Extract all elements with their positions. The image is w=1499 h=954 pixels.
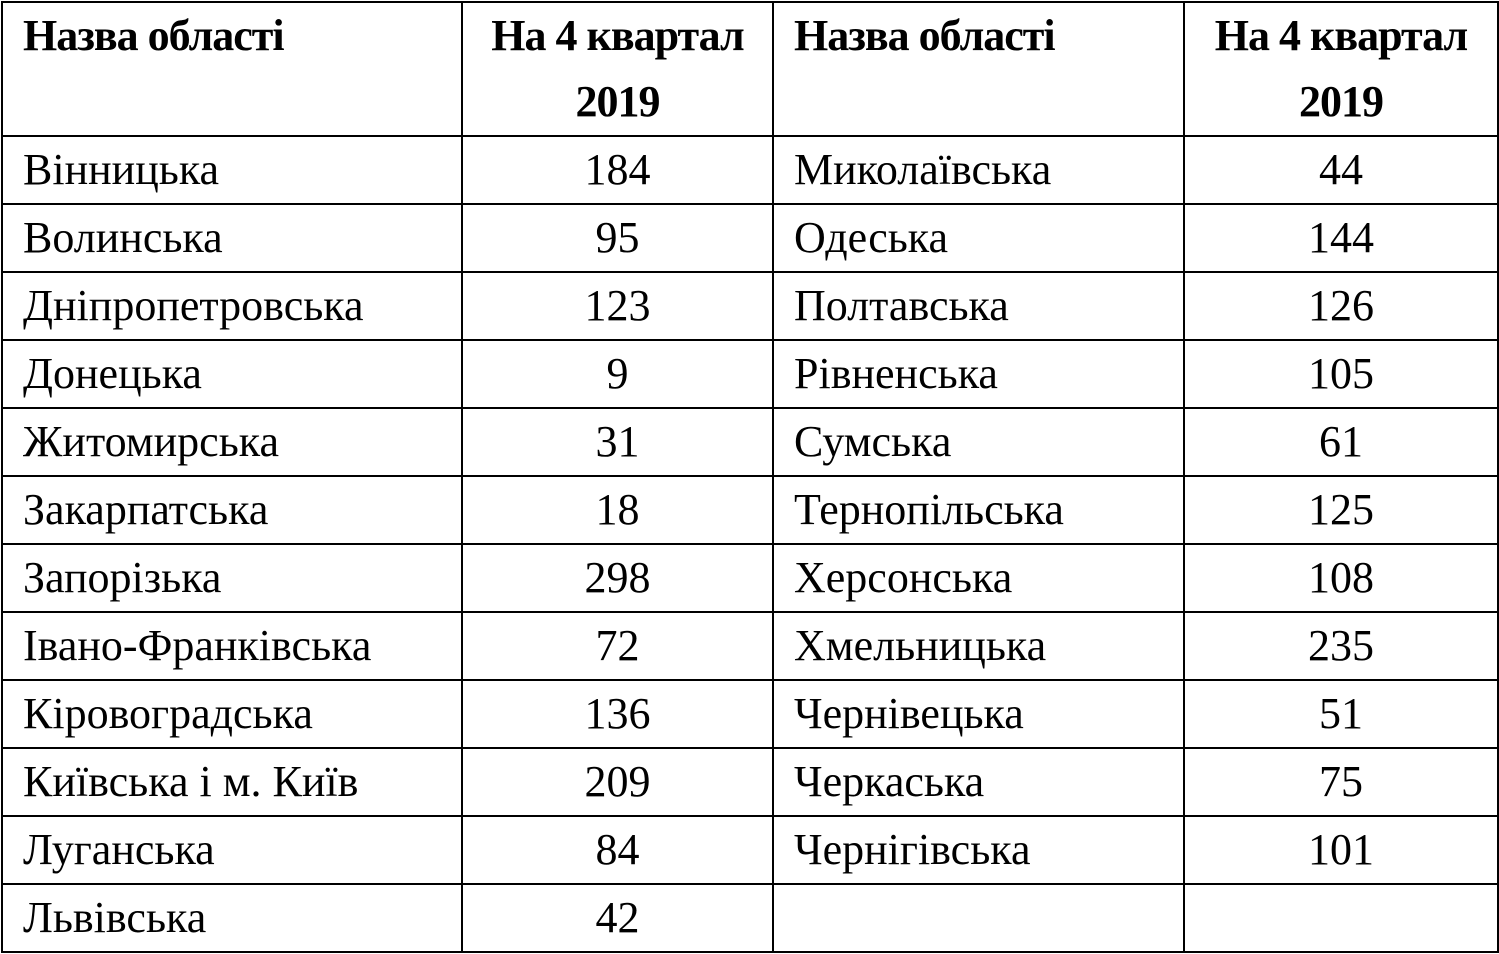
region-value-left: 31 [462, 408, 773, 476]
region-value-right: 51 [1184, 680, 1498, 748]
region-value-right: 235 [1184, 612, 1498, 680]
header-region-name-left: Назва області [2, 2, 462, 136]
region-value-left: 72 [462, 612, 773, 680]
region-value-right: 101 [1184, 816, 1498, 884]
table-row [2, 884, 1498, 952]
region-name-right: Хмельницька [773, 612, 1184, 680]
table-body [2, 136, 1498, 952]
region-name-right: Чернігівська [773, 816, 1184, 884]
region-name-right: Полтавська [773, 272, 1184, 340]
table-row [2, 340, 1498, 408]
region-value-left: 136 [462, 680, 773, 748]
region-value-left: 298 [462, 544, 773, 612]
region-name-left: Івано-Франківська [2, 612, 462, 680]
region-value-left: 18 [462, 476, 773, 544]
region-value-left: 42 [462, 884, 773, 952]
table-row [2, 476, 1498, 544]
region-name-right: Сумська [773, 408, 1184, 476]
region-value-left: 9 [462, 340, 773, 408]
region-name-right: Черкаська [773, 748, 1184, 816]
region-name-left: Київська і м. Київ [2, 748, 462, 816]
region-name-left: Закарпатська [2, 476, 462, 544]
region-name-left: Волинська [2, 204, 462, 272]
region-value-right: 105 [1184, 340, 1498, 408]
header-value-left [462, 2, 773, 136]
region-value-left: 123 [462, 272, 773, 340]
region-value-left: 209 [462, 748, 773, 816]
table-row [2, 680, 1498, 748]
table-row [2, 748, 1498, 816]
region-value-right: 125 [1184, 476, 1498, 544]
region-value-right: 75 [1184, 748, 1498, 816]
region-name-left: Вінницька [2, 136, 462, 204]
table-row [2, 544, 1498, 612]
region-name-left: Дніпропетровська [2, 272, 462, 340]
table-row [2, 408, 1498, 476]
header-value-left-line2: 2019 [575, 77, 660, 126]
region-value-left: 84 [462, 816, 773, 884]
header-row [2, 2, 1498, 136]
table-header [2, 2, 1498, 136]
region-name-right: Тернопільська [773, 476, 1184, 544]
table-row [2, 136, 1498, 204]
region-name-left: Запорізька [2, 544, 462, 612]
region-value-right [1184, 884, 1498, 952]
table-row [2, 204, 1498, 272]
regions-table [1, 1, 1499, 953]
header-value-left-line1: На 4 квартал [491, 11, 744, 60]
region-name-right: Чернівецька [773, 680, 1184, 748]
header-region-name-right: Назва області [773, 2, 1184, 136]
table-row [2, 612, 1498, 680]
table-row [2, 816, 1498, 884]
region-value-right: 144 [1184, 204, 1498, 272]
region-name-right: Миколаївська [773, 136, 1184, 204]
header-value-right-line1: На 4 квартал [1214, 11, 1468, 60]
region-name-left: Кіровоградська [2, 680, 462, 748]
header-value-right-line2: 2019 [1299, 77, 1383, 126]
region-name-right: Рівненська [773, 340, 1184, 408]
region-value-right: 108 [1184, 544, 1498, 612]
region-name-left: Львівська [2, 884, 462, 952]
region-value-right: 44 [1184, 136, 1498, 204]
header-value-right [1184, 2, 1498, 136]
region-name-right [773, 884, 1184, 952]
region-name-right: Одеська [773, 204, 1184, 272]
region-value-right: 61 [1184, 408, 1498, 476]
region-name-left: Луганська [2, 816, 462, 884]
table-row [2, 272, 1498, 340]
region-value-left: 184 [462, 136, 773, 204]
region-value-left: 95 [462, 204, 773, 272]
region-value-right: 126 [1184, 272, 1498, 340]
region-name-left: Житомирська [2, 408, 462, 476]
region-name-right: Херсонська [773, 544, 1184, 612]
region-name-left: Донецька [2, 340, 462, 408]
